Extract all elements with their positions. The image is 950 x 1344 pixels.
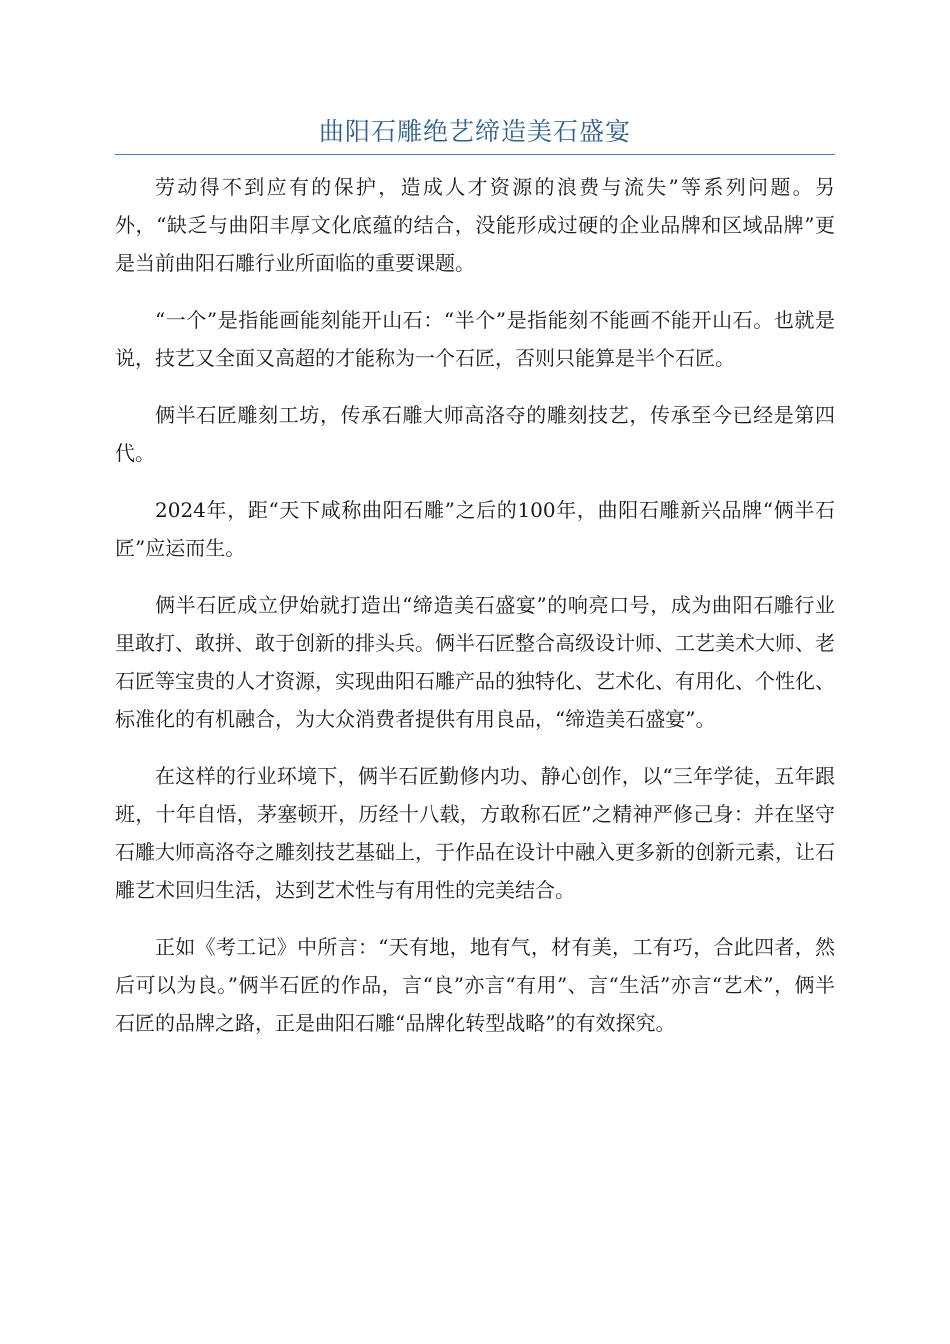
paragraph-2: “一个”是指能画能刻能开山石：“半个”是指能刻不能画不能开山石。也就是说，技艺又全面又高超的才能称为一个石匠，否则只能算是半个石匠。 (115, 308, 835, 370)
paragraph-1: 劳动得不到应有的保护，造成人才资源的浪费与流失”等系列问题。另外，“缺乏与曲阳丰厚文化底蕴的结合，没能形成过硬的企业品牌和区域品牌”更是当前曲阳石雕行业所面临的重要课题。 (115, 175, 835, 275)
document-title: 曲阳石雕绝艺缔造美石盛宴 (318, 117, 631, 146)
title-underline (115, 154, 835, 155)
paragraph-5: 俩半石匠成立伊始就打造出“缔造美石盛宴”的响亮口号，成为曲阳石雕行业里敢打、敢拼、敢于创新的排头兵。俩半石匠整合高级设计师、工艺美术大师、老石匠等宝贵的人才资源，实现曲阳石雕产品的独特化、艺术化、有用化、个性化、标准化的有机融合，为大众消费者提供有用良品，“缔造美石盛宴”。 (115, 593, 835, 731)
paragraph-4: 2024年，距“天下咸称曲阳石雕”之后的100年，曲阳石雕新兴品牌“俩半石匠”应运而生。 (115, 498, 835, 560)
paragraph-6: 在这样的行业环境下，俩半石匠勤修内功、静心创作，以“三年学徒，五年跟班，十年自悟，茅塞顿开，历经十八载，方敢称石匠”之精神严修己身：并在坚守石雕大师高洛夺之雕刻技艺基础上，于作品在设计中融入更多新的创新元素，让石雕艺术回归生活，达到艺术性与有用性的完美结合。 (115, 764, 835, 902)
document-body (115, 168, 835, 1061)
paragraph-3: 俩半石匠雕刻工坊，传承石雕大师高洛夺的雕刻技艺，传承至今已经是第四代。 (115, 403, 835, 465)
paragraph-7: 正如《考工记》中所言：“天有地，地有气，材有美，工有巧，合此四者，然后可以为良。”俩半石匠的作品，言“良”亦言“有用”、言“生活”亦言“艺术”，俩半石匠的品牌之路，正是曲阳石雕“品牌化转型战略”的有效探究。 (115, 935, 835, 1035)
